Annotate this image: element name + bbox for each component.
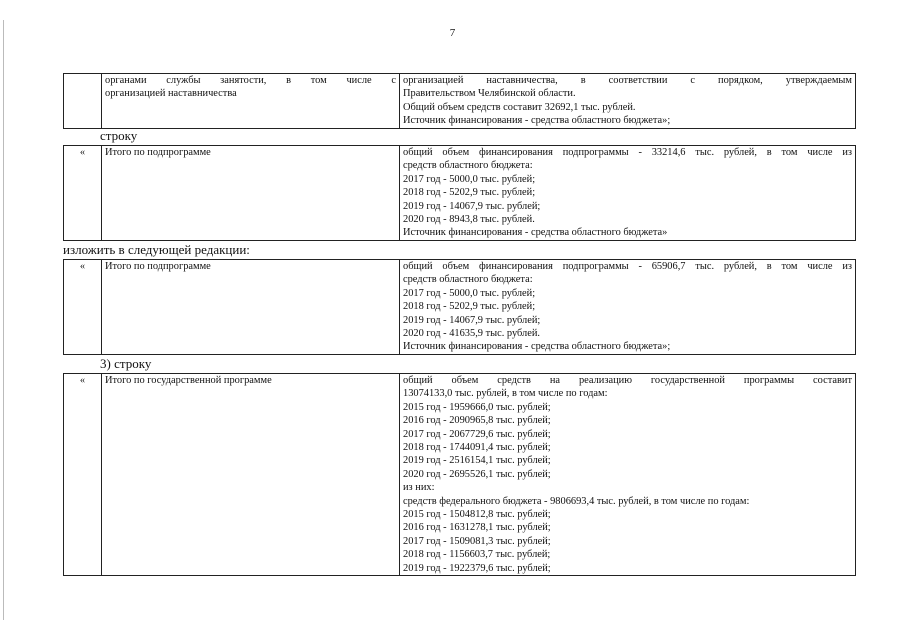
text-line: 2020 год - 2695526,1 тыс. рублей; <box>403 468 551 480</box>
description-cell <box>400 260 856 355</box>
text-line: общий объем средств на реализацию государственной программы составит <box>403 375 852 386</box>
text-line: средств федерального бюджета - 9806693,4 тыс. рублей, в том числе по годам: <box>403 495 750 507</box>
text-line: 2018 год - 5202,9 тыс. рублей; <box>403 301 536 313</box>
name-cell: Итого по подпрограмме <box>102 146 400 241</box>
table-block-1 <box>63 73 856 129</box>
description-cell <box>400 74 856 129</box>
table-row <box>64 374 856 576</box>
text-line: общий объем финансирования подпрограммы - 65906,7 тыс. рублей, в том числе из <box>403 261 852 272</box>
label-izlozhit: изложить в следующей редакции: <box>63 242 250 257</box>
label-stroku-3: 3) строку <box>100 356 152 371</box>
table-row <box>64 260 856 355</box>
text-line: Общий объем средств составит 32692,1 тыс. рублей. <box>403 101 636 113</box>
text-line: 2019 год - 14067,9 тыс. рублей; <box>403 200 541 212</box>
text-line: 2018 год - 1156603,7 тыс. рублей; <box>403 549 551 561</box>
text-line: 2019 год - 14067,9 тыс. рублей; <box>403 314 541 326</box>
name-cell <box>102 74 400 129</box>
quote-mark-cell: « <box>64 374 102 576</box>
text-line: 2015 год - 1959666,0 тыс. рублей; <box>403 401 551 413</box>
text-line: средств областного бюджета: <box>403 274 533 286</box>
description-cell <box>400 146 856 241</box>
label-stroku: строку <box>100 128 138 143</box>
quote-mark-cell: « <box>64 260 102 355</box>
text-line: 2017 год - 1509081,3 тыс. рублей; <box>403 535 551 547</box>
text-line: 2015 год - 1504812,8 тыс. рублей; <box>403 509 551 521</box>
table-row <box>64 146 856 241</box>
text-line: 2017 год - 2067729,6 тыс. рублей; <box>403 428 551 440</box>
text-line: 2020 год - 8943,8 тыс. рублей. <box>403 214 535 226</box>
text-line: 2017 год - 5000,0 тыс. рублей; <box>403 173 536 185</box>
text-line: 2019 год - 2516154,1 тыс. рублей; <box>403 455 551 467</box>
text-line: общий объем финансирования подпрограммы - 33214,6 тыс. рублей, в том числе из <box>403 147 852 158</box>
description-cell <box>400 374 856 576</box>
text-line: Источник финансирования - средства областного бюджета»; <box>403 115 671 127</box>
table-block-2 <box>63 145 856 241</box>
table-block-4 <box>63 373 856 576</box>
text-line: 2018 год - 5202,9 тыс. рублей; <box>403 187 536 199</box>
text-line: 13074133,0 тыс. рублей, в том числе по годам: <box>403 388 608 400</box>
name-cell: Итого по государственной программе <box>102 374 400 576</box>
text-line: 2018 год - 1744091,4 тыс. рублей; <box>403 442 551 454</box>
quote-mark-cell: « <box>64 146 102 241</box>
text-line: 2020 год - 41635,9 тыс. рублей. <box>403 328 541 340</box>
text-line: органами службы занятости, в том числе с <box>105 75 396 86</box>
text-line: Правительством Челябинской области. <box>403 88 576 100</box>
text-line: средств областного бюджета: <box>403 160 533 172</box>
text-line: 2017 год - 5000,0 тыс. рублей; <box>403 287 536 299</box>
marker-cell <box>64 74 102 129</box>
text-line: Источник финансирования - средства областного бюджета»; <box>403 341 671 353</box>
text-line: из них: <box>403 482 435 494</box>
text-line: 2019 год - 1922379,6 тыс. рублей; <box>403 562 551 574</box>
text-line: Источник финансирования - средства областного бюджета» <box>403 227 668 239</box>
table-row <box>64 74 856 129</box>
text-line: организацией наставничества, в соответствии с порядком, утверждаемым <box>403 75 852 86</box>
text-line: 2016 год - 1631278,1 тыс. рублей; <box>403 522 551 534</box>
table-block-3 <box>63 259 856 355</box>
page-number: 7 <box>449 27 456 39</box>
text-line: 2016 год - 2090965,8 тыс. рублей; <box>403 415 551 427</box>
name-cell: Итого по подпрограмме <box>102 260 400 355</box>
text-line: организацией наставничества <box>105 88 237 100</box>
